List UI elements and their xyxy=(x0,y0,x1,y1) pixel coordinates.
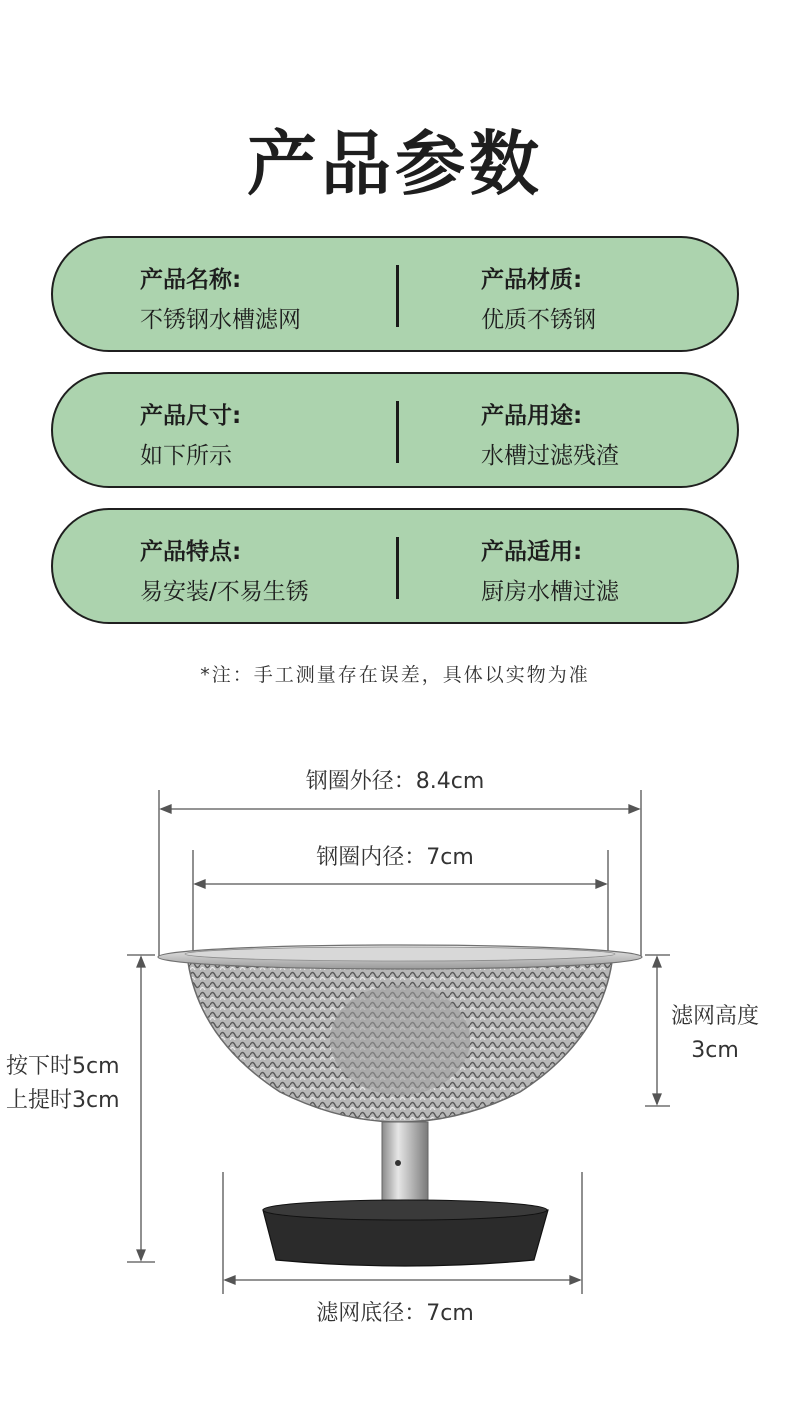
param-label: 产品尺寸: xyxy=(140,403,242,429)
press-line1: 按下时5cm xyxy=(6,1054,120,1079)
param-applicable xyxy=(481,532,619,612)
param-row-3 xyxy=(51,508,739,624)
strainer-stem xyxy=(382,1122,428,1204)
param-name xyxy=(140,260,301,340)
param-label: 产品材质: xyxy=(481,267,583,293)
param-usage xyxy=(481,396,619,476)
divider xyxy=(396,401,399,463)
param-label: 产品适用: xyxy=(481,539,583,565)
mesh-height-dimension xyxy=(645,955,670,1106)
param-value: 优质不锈钢 xyxy=(481,307,596,333)
measurement-note: *注：手工测量存在误差，具体以实物为准 xyxy=(200,664,590,686)
divider xyxy=(396,265,399,327)
page-title: 产品参数 xyxy=(247,123,543,205)
param-material xyxy=(481,260,596,340)
param-value: 如下所示 xyxy=(140,443,232,469)
inner-diameter-dimension xyxy=(193,850,608,952)
rubber-stopper xyxy=(263,1200,548,1266)
param-size xyxy=(140,396,241,476)
param-features xyxy=(140,532,309,612)
param-row-1 xyxy=(51,236,739,352)
divider xyxy=(396,537,399,599)
outer-diameter-dimension xyxy=(159,790,641,958)
strainer-basket xyxy=(188,962,612,1122)
param-value: 厨房水槽过滤 xyxy=(481,579,619,605)
inner-diameter-label: 钢圈内径：7cm xyxy=(316,845,474,870)
param-value: 不锈钢水槽滤网 xyxy=(140,307,301,333)
strainer-rim xyxy=(158,945,642,969)
param-value: 易安装/不易生锈 xyxy=(140,579,309,605)
param-value: 水槽过滤残渣 xyxy=(481,443,619,469)
mesh-height-line2: 3cm xyxy=(691,1038,739,1063)
outer-diameter-label: 钢圈外径：8.4cm xyxy=(305,769,485,794)
press-line2: 上提时3cm xyxy=(6,1088,120,1113)
param-label: 产品特点: xyxy=(140,539,242,565)
strainer-diagram xyxy=(0,740,790,1340)
stroke-dimension xyxy=(127,955,155,1262)
mesh-height-line1: 滤网高度 xyxy=(670,1004,759,1029)
base-diameter-label: 滤网底径：7cm xyxy=(316,1301,474,1326)
param-label: 产品用途: xyxy=(481,403,583,429)
param-row-2 xyxy=(51,372,739,488)
param-label: 产品名称: xyxy=(140,267,242,293)
